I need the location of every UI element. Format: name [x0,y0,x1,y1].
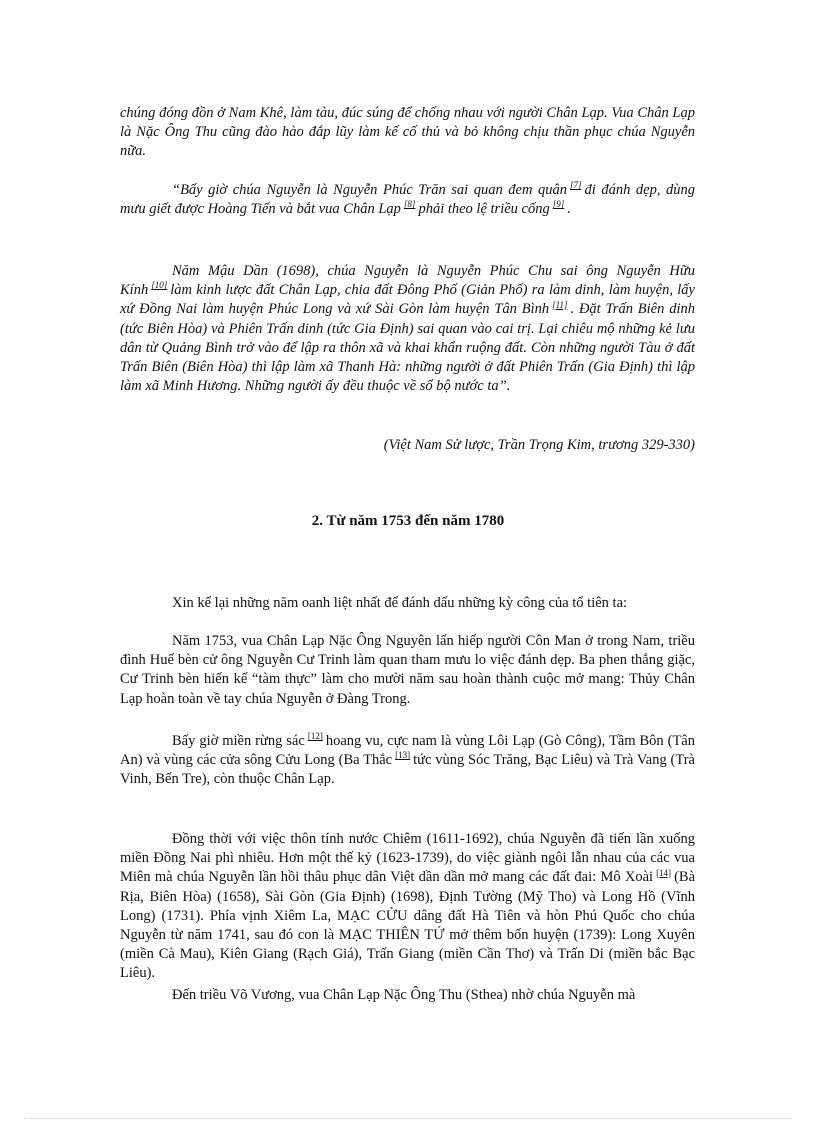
footnote-ref-12[interactable]: [12] [307,731,323,742]
citation: (Việt Nam Sử lược, Trần Trọng Kim, trương 329-330) [383,437,695,453]
quote-text: . Đặt Trấn Biên dinh (tức Biên Hòa) và Phiên Trấn dinh (tức Gia Định) sai quan vào cai trị. Lại chiêu mộ những kẻ lưu dân từ Quảng Bình trở vào để lập ra thôn xã và khai khẩn ruộng đất. Còn những người Tàu ở đất Trấn Biên (Biên Hòa) thì lập làm xã Thanh Hà: những người ở đất Phiên Trấn (Gia Định) thì lập làm xã Minh Hương. Những người ấy đều thuộc về sổ bộ nước ta”. [120,301,695,395]
section-heading: 2. Từ năm 1753 đến năm 1780 [311,513,505,529]
footnote-ref-9[interactable]: [9] [552,199,565,210]
paragraph-text: tức vùng Sóc Trăng, Bạc Liêu) và Trà Vang (Trà Vinh, Bến Tre), còn thuộc Chân Lạp. [120,752,695,788]
paragraph-vo-vuong: Đến triều Võ Vương, vua Chân Lạp Nặc Ông Thu (Sthea) nhờ chúa Nguyễn mà [172,987,636,1003]
quote-paragraph-1 [120,181,695,219]
page-bottom-divider [24,1118,792,1119]
paragraph-text: chúng đóng đồn ở Nam Khê, làm tàu, đúc súng để chống nhau với người Chân Lạp. Vua Chân Lạp là Nặc Ông Thu cũng đào hào đắp lũy làm kế cố thủ và bỏ không chịu thần phục chúa Nguyễn nữa. [120,105,695,160]
quote-text: . [567,201,571,218]
footnote-ref-7[interactable]: [7] [570,180,582,191]
paragraph-text: Đồng thời với việc thôn tính nước Chiêm (1611-1692), chúa Nguyễn đã tiến lần xuống miền Đồng Nai phì nhiêu. Hơn một thế kỷ (1623-1739), do việc giành ngôi lẫn nhau của các vua Miên mà chúa Nguyễn lần hồi thâu phục dân Việt dần dần mở mang các đất đai: Mô Xoài [120,831,695,886]
quote-text: “Bấy giờ chúa Nguyễn là Nguyễn Phúc Trăn sai quan đem quân [172,182,567,198]
quote-text: đi đánh dẹp, dùng mưu giết được Hoàng Tiến và bắt vua Chân Lạp [120,182,696,218]
footnote-ref-10[interactable]: [10] [151,280,168,291]
footnote-ref-14[interactable]: [14] [656,867,672,878]
paragraph-text: hoang vu, cực nam là vùng Lôi Lạp (Gò Công), Tầm Bôn (Tân An) và vùng các cửa sông Cửu Long (Ba Thắc [120,733,695,769]
paragraph-forest-region [120,732,695,790]
paragraph-1753: Năm 1753, vua Chân Lạp Nặc Ông Nguyên lấn hiếp người Côn Man ở trong Nam, triều đình Huế bèn cử ông Nguyễn Cư Trinh làm quan tham mưu lo việc đánh dẹp. Ba phen thắng giặc, Cư Trinh bèn hiến kế “tàm thực” làm cho mười năm sau hoàn thành cuộc mở mang: Thủy Chân Lạp hoàn toàn về tay chúa Nguyễn ở Đàng Trong. [120,633,695,707]
footnote-ref-8[interactable]: [8] [403,199,416,210]
paragraph-continuation [120,104,695,162]
paragraph-expansion [120,830,695,984]
footnote-ref-11[interactable]: [11] [552,299,568,310]
quote-text: Năm Mậu Dần (1698), chúa Nguyễn là Nguyễn Phúc Chu sai ông Nguyễn Hữu Kính [120,263,695,299]
paragraph-text: (Bà Rịa, Biên Hòa) (1658), Sài Gòn (Gia Định) (1698), Định Tường (Mỹ Tho) và Long Hồ (Vĩnh Long) (1731). Phía vịnh Xiêm La, MẠC CỬU dâng đất Hà Tiên và hòn Phú Quốc cho chúa Nguyễn từ năm 1741, sau đó con là MẠC THIÊN TỨ mở thêm bốn huyện (1739): Long Xuyên (miền Cà Mau), Kiên Giang (Rạch Giá), Trấn Giang (miền Cần Thơ) và Trấn Di (miền bắc Bạc Liêu). [120,869,695,982]
quote-text: phải theo lệ triều cống [418,201,550,218]
quote-text: làm kinh lược đất Chân Lạp, chia đất Đông Phố (Giản Phố) ra làm dinh, làm huyện, lấy xứ Đồng Nai làm huyện Phúc Long và xứ Sài Gòn làm huyện Tân Bình [120,282,695,318]
footnote-ref-13[interactable]: [13] [395,750,411,761]
paragraph-intro: Xin kể lại những năm oanh liệt nhất để đánh dấu những kỳ công của tổ tiên ta: [172,595,628,611]
quote-paragraph-2 [120,262,695,396]
paragraph-text: Bấy giờ miền rừng sác [172,733,305,749]
